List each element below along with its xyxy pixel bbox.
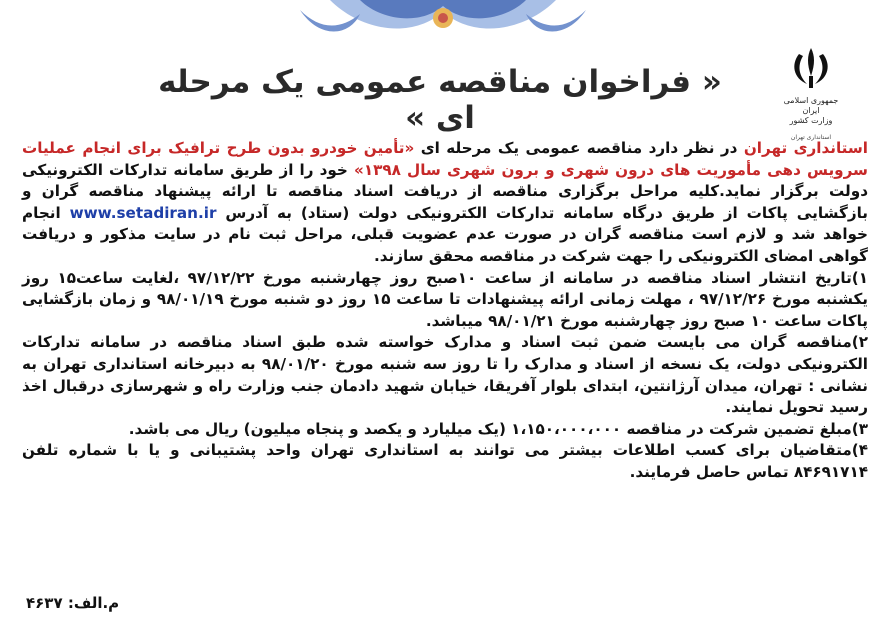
top-ornament-decoration	[0, 0, 886, 62]
website-link[interactable]: www.setadiran.ir	[69, 203, 217, 222]
intro-paragraph	[22, 138, 868, 268]
org-sub-label: استانداری تهران	[790, 134, 832, 141]
announcement-body	[22, 138, 868, 484]
list-item: ۱)تاریخ انتشار اسناد مناقصه در سامانه از ساعت ۱۰صبح روز چهارشنبه مورخ ۹۷/۱۲/۲۲ ،لغایت ساعت۱۵ روز یکشنبه مورخ ۹۷/۱۲/۲۶ ، مهلت زمانی ارائه پیشنهادات تا ساعت ۱۵ روز دو شنبه مورخ ۹۸/۰۱/۱۹ و زمان بازگشایی پاکات ساعت ۱۰ صبح روز چهارشنبه مورخ ۹۸/۰۱/۲۱ میباشد.	[22, 268, 868, 330]
org-highlight: استانداری تهران	[743, 139, 868, 157]
government-emblem	[774, 46, 848, 141]
publication-code: م.الف: ۴۶۳۷	[26, 594, 120, 612]
org-name-line1: جمهوری اسلامی ایران	[783, 96, 839, 115]
iran-emblem-icon	[789, 46, 833, 92]
intro-text-2: خود را از طریق سامانه تدارکات الکترونیکی دولت برگزار نماید.کلیه مراحل برگزاری مناقصه از دریافت اسناد مناقصه تا ارائه پیشنهاد مناقصه گران و بازگشایی پاکات از طریق درگاه سامانه تدارکات الکترونیکی دولت (ستاد) به آدرس	[22, 160, 868, 222]
tender-subject: «تأمین خودرو بدون طرح ترافیک برای انجام عملیات سرویس دهی مأموریت های درون شهری و برون شهری سال ۱۳۹۸»	[22, 139, 868, 179]
list-item: ۲)مناقصه گران می بایست ضمن ثبت اسناد و مدارک خواسته شده طبق اسناد مناقصه در سامانه تدارکات الکترونیکی دولت، یک نسخه از اسناد و مدارک را تا روز سه شنبه مورخ ۹۸/۰۱/۲۰ به دبیرخانه استانداری تهران به نشانی : تهران، میدان آرژانتین، ابتدای بلوار آفریقا، خیابان شهید دادمان جنب وزارت راه و شهرسازی درقبال اخذ رسید تحویل نمایند.	[22, 333, 869, 417]
org-name-line2: وزارت کشور	[789, 116, 833, 125]
intro-text-3: انجام خواهد شد و لازم است مناقصه گران در صورت عدم عضویت قبلی، مراحل ثبت نام در سایت مذکور و دریافت گواهی امضای الکترونیکی را جهت شرکت در مناقصه محقق سازند.	[22, 203, 868, 265]
list-item: ۳)مبلغ تضمین شرکت در مناقصه ۱،۱۵۰،۰۰۰،۰۰۰ (یک میلیارد و یکصد و پنجاه میلیون) ریال می باشد.	[128, 419, 868, 438]
intro-text-1: در نظر دارد مناقصه عمومی یک مرحله ای	[414, 139, 744, 157]
list-item: ۴)متقاضیان برای کسب اطلاعات بیشتر می توانند به استانداری تهران واحد پشتیبانی و یا با شماره تلفن ۸۴۶۹۱۷۱۴ تماس حاصل فرمایند.	[22, 441, 868, 481]
page-title: « فراخوان مناقصه عمومی یک مرحله ای »	[158, 64, 722, 136]
